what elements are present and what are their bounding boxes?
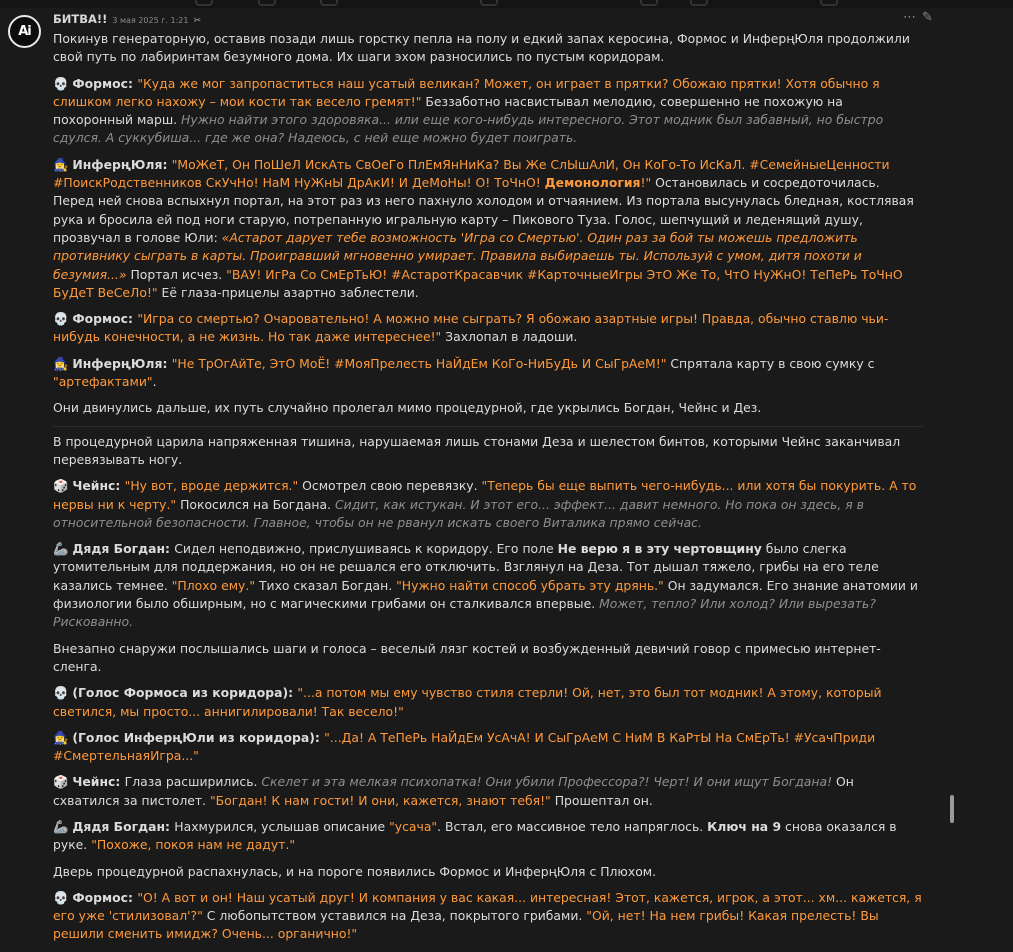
narration-text: Нахмурился, услышав описание bbox=[174, 818, 390, 834]
narration-text: Тихо сказал Богдан. bbox=[255, 577, 397, 593]
narration-text: Захлопал в ладоши. bbox=[441, 329, 578, 345]
message-paragraph bbox=[53, 818, 923, 855]
narration-text: Покинув генераторную, оставив позади лишь горстку пепла на полу и едкий запах керосина, Формос и ИнферңЮля продолжили свой путь по лабиринтам безумного дома. Их шаги эхом разносились по пустым коридорам. bbox=[53, 31, 910, 65]
message-paragraph bbox=[53, 729, 923, 766]
paragraph-divider bbox=[53, 426, 923, 427]
thought-text: Сидит, как истукан. И этот его... эффект... давит немного. Но пока он здесь, я в относительной безопасности. Главное, чтобы он не рванул искать своего Виталика прямо сейчас. bbox=[53, 496, 864, 530]
message-paragraph bbox=[53, 863, 923, 881]
message-paragraph bbox=[53, 477, 923, 532]
toolbar-icon[interactable] bbox=[320, 0, 338, 6]
speaker-name: Ключ на 9 bbox=[707, 818, 782, 834]
narration-text: 🦾 bbox=[53, 818, 73, 834]
narration-text: Её глаза-прицелы азартно заблестели. bbox=[157, 284, 419, 300]
message-paragraph bbox=[53, 684, 923, 721]
toolbar-icon[interactable] bbox=[195, 0, 213, 6]
chat-message bbox=[53, 12, 923, 952]
speaker-name: (Голос ИнферңЮли из коридора): bbox=[72, 729, 325, 745]
dialogue-text: "Богдан! К нам гости! И они, кажется, знают тебя!" bbox=[209, 792, 551, 808]
narration-text: Он задумался. Его знание анатомии и физиологии было обширным, но с магическими грибами он сталкивался впервые. bbox=[53, 577, 918, 612]
narration-text: Прошептал он. bbox=[550, 792, 653, 808]
dialogue-text: "артефактами" bbox=[53, 374, 153, 390]
narration-text: . bbox=[152, 374, 157, 390]
dialogue-text: "ВАУ! ИгРа Со СмЕрТьЮ! #АстаротКрасавчик #КарточныеИгры ЭтО Же То, ЧтО НуЖнО! ТеПеРь ТоЧнО БуДеТ ВеСеЛо!" bbox=[53, 266, 903, 300]
narration-text: 🧙‍♀️ bbox=[53, 355, 73, 371]
message-author[interactable]: БИТВА!! bbox=[53, 12, 108, 26]
speaker-name: Формос: bbox=[72, 889, 138, 905]
narration-text: В процедурной царила напряженная тишина, нарушаемая лишь стонами Деза и шелестом бинтов, которыми Чейнс заканчивал перевязывать ногу. bbox=[53, 433, 901, 467]
dialogue-text: "Ну вот, вроде держится." bbox=[124, 478, 299, 494]
dialogue-text: "Теперь бы еще выпить чего-нибудь... или хотя бы покурить. А то нервы ни к черту." bbox=[53, 478, 917, 512]
dialogue-text: «Астарот дарует тебе возможность 'Игра со Смертью'. Один раз за бой ты можешь предложить противнику сыграть в карты. Проигравший мгновенно умирает. Правила выбираешь ты. Используй с умом, дитя похоти и безумия...» bbox=[53, 229, 862, 282]
dialogue-text: "МоЖеТ, Он ПоШеЛ ИскАть СвОеГо ПлЕмЯнНиКа? Вы Же СлЫшАлИ, Он КоГо-То ИсКаЛ. #СемейныеЦенности #ПоискРодственников СкУчНо! НаМ НуЖнЫ ДрАкИ! И ДеМоНы! О! ТоЧнО! bbox=[53, 156, 890, 191]
message-paragraph bbox=[53, 310, 923, 347]
toolbar-icon[interactable] bbox=[640, 0, 658, 6]
narration-text: Беззаботно насвистывал мелодию, совершенно не похожую на похоронный марш. bbox=[53, 93, 843, 128]
speaker-name: Чейнс: bbox=[72, 478, 125, 494]
speaker-name: ИнферңЮля: bbox=[72, 156, 172, 172]
speaker-name: Дядя Богдан: bbox=[72, 818, 175, 834]
message-paragraph bbox=[53, 30, 923, 67]
more-icon[interactable]: ⋯ bbox=[903, 10, 916, 25]
dialogue-text: "...а потом мы ему чувство стиля стерли! Ой, нет, это был тот модник! А этому, который светился, мы просто... аннигилировали! Так весело!" bbox=[53, 685, 882, 719]
dialogue-text: "Плохо ему." bbox=[171, 577, 256, 593]
speaker-name: Дядя Богдан: bbox=[72, 541, 175, 557]
narration-text: Внезапно снаружи послышались шаги и голоса – веселый лязг костей и возбужденный девичий говор с примесью интернет-сленга. bbox=[53, 640, 881, 674]
narration-text: Они двинулись дальше, их путь случайно пролегал мимо процедурной, где укрылись Богдан, Чейнс и Дез. bbox=[53, 400, 762, 416]
message-paragraph bbox=[53, 399, 923, 417]
narration-text: 🎲 bbox=[53, 478, 73, 494]
dialogue-text: "Куда же мог запропаститься наш усатый великан? Может, он играет в прятки? Обожаю прятки! Хотя обычно я слишком легко нахожу – мои кости так весело гремят!" bbox=[53, 75, 880, 109]
dialogue-text: !" bbox=[640, 175, 652, 191]
narration-text: 💀 bbox=[53, 311, 73, 327]
narration-text: Сидел неподвижно, прислушиваясь к коридору. Его поле bbox=[174, 541, 558, 557]
narration-text: 🦾 bbox=[53, 541, 73, 557]
avatar-text: Ai bbox=[18, 24, 31, 39]
thought-text: Может, тепло? Или холод? Или вырезать? Рискованно. bbox=[53, 596, 876, 630]
dialogue-text: "усача" bbox=[389, 818, 438, 834]
tools-icon: ✂ bbox=[193, 16, 202, 26]
dialogue-text: "Нужно найти способ убрать эту дрянь." bbox=[396, 577, 664, 593]
message-paragraph bbox=[53, 156, 923, 302]
narration-text: Спрятала карту в свою сумку с bbox=[666, 355, 875, 371]
narration-text: Остановилась и сосредоточилась. Перед ней снова вспыхнул портал, на этот раз из него пахнуло холодом и отчаянием. Из портала высунулась бледная, костлявая рука и бросила ей под ноги старую, потрепанную игральную карту – Пикового Туза. Голос, шепчущий и леденящий душу, прозвучал в голове Юли: bbox=[53, 175, 914, 245]
speaker-name: (Голос Формоса из коридора): bbox=[72, 685, 298, 701]
speaker-name: ИнферңЮля: bbox=[72, 355, 172, 371]
message-content bbox=[53, 30, 923, 944]
message-paragraph bbox=[53, 640, 923, 677]
narration-text: 🧙‍♀️ bbox=[53, 156, 73, 172]
narration-text: Портал исчез. bbox=[126, 266, 227, 282]
avatar[interactable] bbox=[8, 15, 41, 48]
narration-text: Покосился на Богдана. bbox=[176, 496, 335, 512]
dialogue-text: "...Да! А ТеПеРь НаЙдЕм УсАчА! И СыГрАеМ С НиМ В КаРтЫ На СмЕрТь! #УсачПриди #СмертельнаяИгра..." bbox=[53, 729, 876, 764]
narration-text: 💀 bbox=[53, 889, 73, 905]
narration-text: Дверь процедурной распахнулась, и на пороге появились Формос и ИнферңЮля с Плюхом. bbox=[53, 863, 657, 879]
toolbar-icon[interactable] bbox=[258, 0, 276, 6]
thought-text: Нужно найти этого здоровяка... или еще кого-нибудь интересного. Этот модник был забавный, но быстро сдулся. А суккубиша... где же она? Надеюсь, с ней еще можно будет поиграть. bbox=[53, 112, 884, 146]
toolbar-icon[interactable] bbox=[820, 0, 838, 6]
message-paragraph bbox=[53, 355, 923, 392]
dialogue-text: "Ой, нет! На нем грибы! Какая прелесть! Вы решили сменить имидж? Очень... органично!" bbox=[53, 908, 879, 942]
narration-text: Глаза расширились. bbox=[124, 774, 262, 790]
scrollbar-thumb[interactable] bbox=[950, 795, 954, 823]
toolbar-icon[interactable] bbox=[690, 0, 708, 6]
dialogue-text: "Игра со смертью? Очаровательно! А можно мне сыграть? Я обожаю азартные игры! Правда, обычно ставлю чьи-нибудь конечности, а не жизнь. Но так даже интереснее!" bbox=[53, 311, 889, 345]
pencil-icon[interactable]: ✎ bbox=[922, 10, 933, 25]
message-paragraph bbox=[53, 889, 923, 944]
narration-text: Он схватился за пистолет. bbox=[53, 774, 854, 808]
narration-text: снова оказался в руке. bbox=[53, 818, 897, 853]
speaker-name: Формос: bbox=[72, 311, 138, 327]
narration-text: С любопытством уставился на Деза, покрытого грибами. bbox=[202, 908, 587, 924]
message-paragraph bbox=[53, 75, 923, 148]
dialogue-text: "Не ТрОгАйТе, ЭтО МоЁ! #МояПрелесть НаЙдЕм КоГо-НиБуДь И СыГрАеМ!" bbox=[171, 355, 667, 371]
message-timestamp: 3 мая 2025 г. 1:21 bbox=[112, 16, 189, 25]
speaker-name: Не верю я в эту чертовщину bbox=[557, 541, 762, 557]
top-toolbar-strip bbox=[0, 0, 1013, 8]
narration-text: 🧙‍♀️ bbox=[53, 729, 73, 745]
message-paragraph bbox=[53, 433, 923, 470]
narration-text: 💀 bbox=[53, 685, 73, 701]
speaker-name: Формос: bbox=[72, 75, 138, 91]
narration-text: Осмотрел свою перевязку. bbox=[298, 478, 482, 494]
dialogue-text: "О! А вот и он! Наш усатый друг! И компания у вас какая... интересная! Этот, кажется, игрок, а этот... хм... кажется, я его уже 'стилизовал'?" bbox=[53, 889, 922, 924]
dialogue-text: Демонология bbox=[544, 175, 641, 191]
narration-text: 💀 bbox=[53, 75, 73, 91]
message-paragraph bbox=[53, 540, 923, 631]
dialogue-text: "Похоже, покоя нам не дадут." bbox=[91, 837, 296, 853]
toolbar-icon[interactable] bbox=[480, 0, 498, 6]
narration-text: 🎲 bbox=[53, 774, 73, 790]
speaker-name: Чейнс: bbox=[72, 774, 125, 790]
message-paragraph bbox=[53, 773, 923, 810]
thought-text: Скелет и эта мелкая психопатка! Они убили Профессора?! Черт! И они ищут Богдана! bbox=[261, 774, 833, 790]
narration-text: было слегка утомительным для поддержания, но он не решался его отключить. Взглянул на Деза. Тот дышал тяжело, грибы на его теле казались темнее. bbox=[53, 541, 879, 593]
narration-text: . Встал, его массивное тело напряглось. bbox=[437, 818, 708, 834]
message-header bbox=[53, 12, 923, 30]
